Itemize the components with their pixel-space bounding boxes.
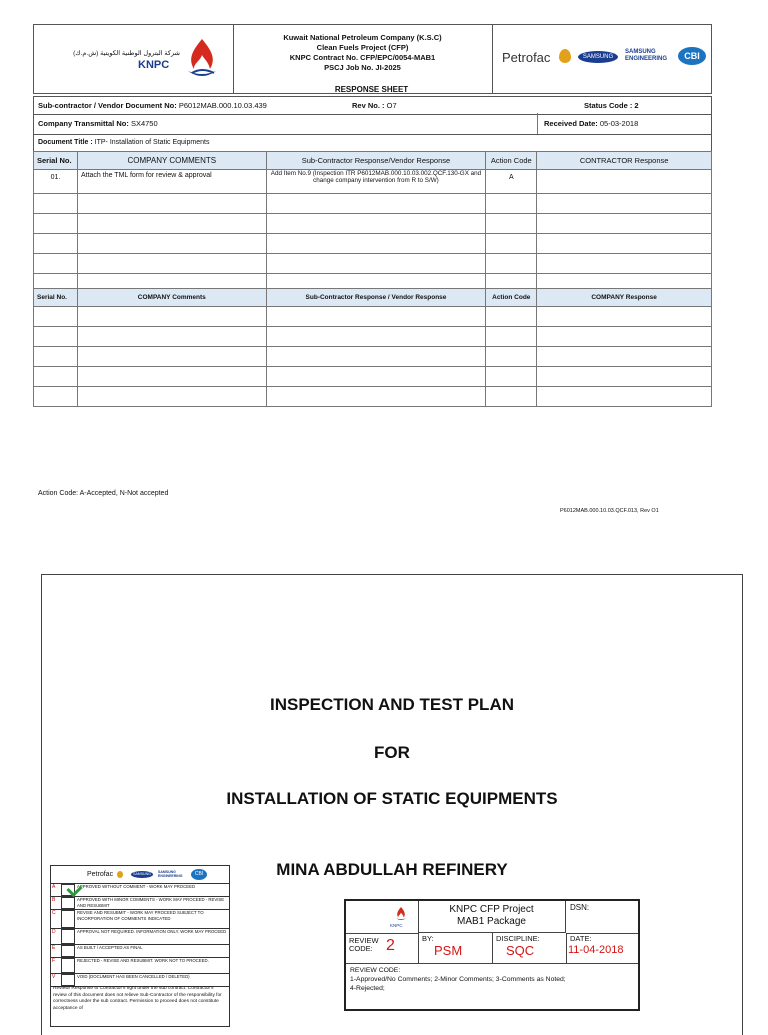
review-code-label: REVIEW CODE: — [349, 936, 379, 953]
response-sheet-header — [33, 24, 712, 94]
table-row — [34, 234, 712, 254]
company-line-1: Kuwait National Petroleum Company (K.S.C) — [283, 33, 442, 42]
stamp-code-row — [51, 928, 229, 945]
stamp-logos — [51, 866, 229, 884]
knpc-logo-cell — [34, 25, 234, 93]
review-code-cell — [346, 933, 419, 964]
table-row — [34, 170, 712, 194]
rev-value: O7 — [386, 101, 397, 110]
date-cell — [566, 933, 638, 964]
knpc-stamp-project — [418, 901, 566, 933]
itp-title-line-2: FOR — [374, 743, 410, 762]
stamp-code-row — [51, 957, 229, 974]
response-table-2 — [33, 288, 712, 407]
project-line-2: MAB1 Package — [457, 916, 526, 927]
stamp-code-row — [51, 944, 229, 958]
stamp-code-row — [51, 973, 229, 987]
stamp-code-letter: B — [52, 897, 56, 903]
stamp-checkbox — [61, 910, 75, 928]
knpc-arabic-name: شركة البترول الوطنية الكويتية (ش.م.ك) — [73, 50, 180, 57]
stamp-samsung-eng-logo: SAMSUNG ENGINEERING — [158, 870, 183, 878]
stamp-petrofac-logo: Petrofac — [87, 871, 114, 878]
row-serial: 01. — [34, 170, 78, 194]
stamp-code-text: APPROVED WITHOUT COMMENT - WORK MAY PROCEED — [77, 884, 196, 889]
table-row — [34, 347, 712, 367]
stamp-code-letter: C — [52, 910, 56, 916]
by-label: BY: — [422, 934, 434, 943]
table-row — [34, 307, 712, 327]
samsung-logo: SAMSUNG — [578, 51, 618, 63]
knpc-flame-icon — [182, 37, 222, 81]
company-line-4: PSCJ Job No. JI-2025 — [324, 63, 401, 72]
table-row — [34, 254, 712, 274]
row-comment: Attach the TML form for review & approval — [77, 170, 266, 194]
knpc-logo-text: KNPC — [138, 59, 170, 71]
company-info-cell — [233, 25, 493, 93]
table-row — [34, 367, 712, 387]
itp-title-line-1: INSPECTION AND TEST PLAN — [270, 695, 514, 714]
review-code-value: 2 — [386, 937, 395, 954]
stamp-code-text: REVISE AND RESUBMIT - WORK MAY PROCEED SUBJECT TO INCORPORATION OF COMMENTS INDICATED — [77, 910, 204, 921]
stamp-code-letter: A — [52, 884, 56, 890]
doc-title-value: ITP- Installation of Static Equipments — [94, 139, 210, 146]
company-line-2: Clean Fuels Project (CFP) — [316, 43, 409, 52]
footer-reference: P6012MAB.000.10.03.QCF.013, Rev O1 — [560, 508, 659, 514]
knpc-stamp-logo-cell — [346, 901, 419, 934]
itp-title-line-3: INSTALLATION OF STATIC EQUIPMENTS — [226, 789, 558, 808]
stamp-code-text: APPROVAL NOT REQUIRED. INFORMATION ONLY. WORK MAY PROCEED — [77, 929, 227, 934]
date-value: 11-04-2018 — [568, 944, 624, 956]
knpc-stamp-flame-icon — [394, 906, 408, 922]
by-cell — [418, 933, 493, 964]
transmittal-label: Company Transmittal No: — [38, 119, 129, 128]
by-value: PSM — [434, 943, 463, 958]
table-2-header — [34, 289, 712, 307]
stamp-checkbox — [61, 974, 75, 986]
action-code-note: Action Code: A-Accepted, N-Not accepted — [38, 490, 169, 497]
date-label: DATE: — [570, 934, 592, 943]
received-date-label: Received Date: — [544, 119, 598, 128]
review-code-legend — [350, 966, 634, 993]
stamp-code-letter: F — [52, 958, 56, 964]
table-row — [34, 387, 712, 407]
legend-label: REVIEW CODE: — [350, 967, 401, 974]
header-subcontractor-response: Sub-Contractor Response / Vendor Response — [266, 289, 486, 307]
project-line-1: KNPC CFP Project — [449, 904, 534, 915]
response-sheet-title: RESPONSE SHEET — [334, 85, 409, 94]
stamp-checkbox — [61, 945, 75, 957]
knpc-review-stamp — [344, 899, 640, 1011]
stamp-code-text: APPROVED WITH MINOR COMMENTS - WORK MAY PROCEED - REVISE AND RESUBMIT — [77, 897, 225, 908]
table-row — [34, 327, 712, 347]
table-1-header — [34, 152, 712, 170]
stamp-drop-icon — [117, 871, 123, 878]
legend-line-1: 1-Approved/No Comments; 2-Minor Comments; 3-Comments as Noted; — [350, 976, 566, 983]
header-company-response: COMPANY Response — [537, 289, 712, 307]
petrofac-logo: Petrofac — [502, 50, 551, 65]
response-table-1 — [33, 151, 712, 294]
doc-title-label: Document Title : — [38, 139, 93, 146]
header-serial: Serial No. — [34, 289, 78, 307]
stamp-code-row — [51, 909, 229, 929]
transmittal-value: SX4750 — [130, 119, 158, 128]
table-row — [34, 194, 712, 214]
petrofac-drop-icon — [559, 49, 571, 63]
itp-title-line-4: MINA ABDULLAH REFINERY — [276, 860, 508, 879]
header-subcontractor-response: Sub-Contractor Response/Vendor Response — [266, 152, 486, 170]
stamp-samsung-logo: SAMSUNG — [131, 871, 153, 878]
stamp-disclaimer: Review/ Response to Contractor's right under the sub contract. Contractor's review of this document does not relieve Sub-Contractor of the responsibility for correctness under the sub contract. Permission to proceed does not constitute acceptance of — [53, 986, 222, 1011]
received-date-value: 05-03-2018 — [599, 119, 639, 128]
company-line-3: KNPC Contract No. CFP/EPC/0054-MAB1 — [289, 53, 436, 62]
stamp-checkbox — [61, 958, 75, 973]
row-response: Add Item No.9 (Inspection ITR P6012MAB.000.10.03.002.QCF.130-GX and change company intervention from R to S/W) — [266, 170, 486, 194]
stamp-cbi-logo: CBI — [191, 869, 207, 880]
discipline-cell — [492, 933, 567, 964]
header-company-comments: COMPANY Comments — [77, 289, 266, 307]
samsung-engineering-logo: SAMSUNG ENGINEERING — [625, 49, 668, 62]
dsn-cell — [566, 901, 638, 934]
stamp-code-letter: E — [52, 945, 56, 951]
row-contractor — [537, 170, 712, 194]
header-contractor-response: CONTRACTOR Response — [537, 152, 712, 170]
transmittal-row — [33, 113, 712, 135]
doc-no-value: P6012MAB.000.10.03.439 — [178, 101, 267, 110]
doc-no-label: Sub-contractor / Vendor Document No: — [38, 101, 177, 110]
header-company-comments: COMPANY COMMENTS — [77, 152, 266, 170]
row-action: A — [486, 170, 537, 194]
document-title-row — [33, 134, 712, 152]
stamp-code-row — [51, 896, 229, 910]
cbi-logo: CBI — [678, 47, 706, 65]
stamp-checkbox — [61, 929, 75, 944]
header-action-code: Action Code — [486, 289, 537, 307]
stamp-code-text: VOID (DOCUMENT HAS BEEN CANCELLED / DELETED) — [77, 974, 190, 979]
discipline-value: SQC — [506, 943, 535, 958]
knpc-stamp-logo-text: KNPC — [390, 923, 403, 928]
rev-label: Rev No. : — [352, 101, 385, 110]
stamp-checkbox — [61, 897, 75, 909]
stamp-code-letter: V — [52, 974, 56, 980]
stamp-code-text: AS BUILT / ACCEPTED AS FINAL — [77, 945, 143, 950]
discipline-label: DISCIPLINE: — [496, 934, 540, 943]
status-code: Status Code : 2 — [584, 101, 639, 110]
header-action-code: Action Code — [486, 152, 537, 170]
itp-cover-page — [41, 574, 743, 1035]
contractor-review-stamp — [50, 865, 230, 1027]
legend-line-2: 4-Rejected; — [350, 985, 385, 992]
table-row — [34, 214, 712, 234]
contractor-logos — [494, 25, 711, 93]
dsn-label: DSN: — [570, 903, 590, 912]
stamp-code-text: REJECTED - REVISE AND RESUBMIT. WORK NOT TO PROCEED. — [77, 958, 209, 963]
header-serial: Serial No. — [34, 152, 78, 170]
stamp-code-letter: D — [52, 929, 56, 935]
